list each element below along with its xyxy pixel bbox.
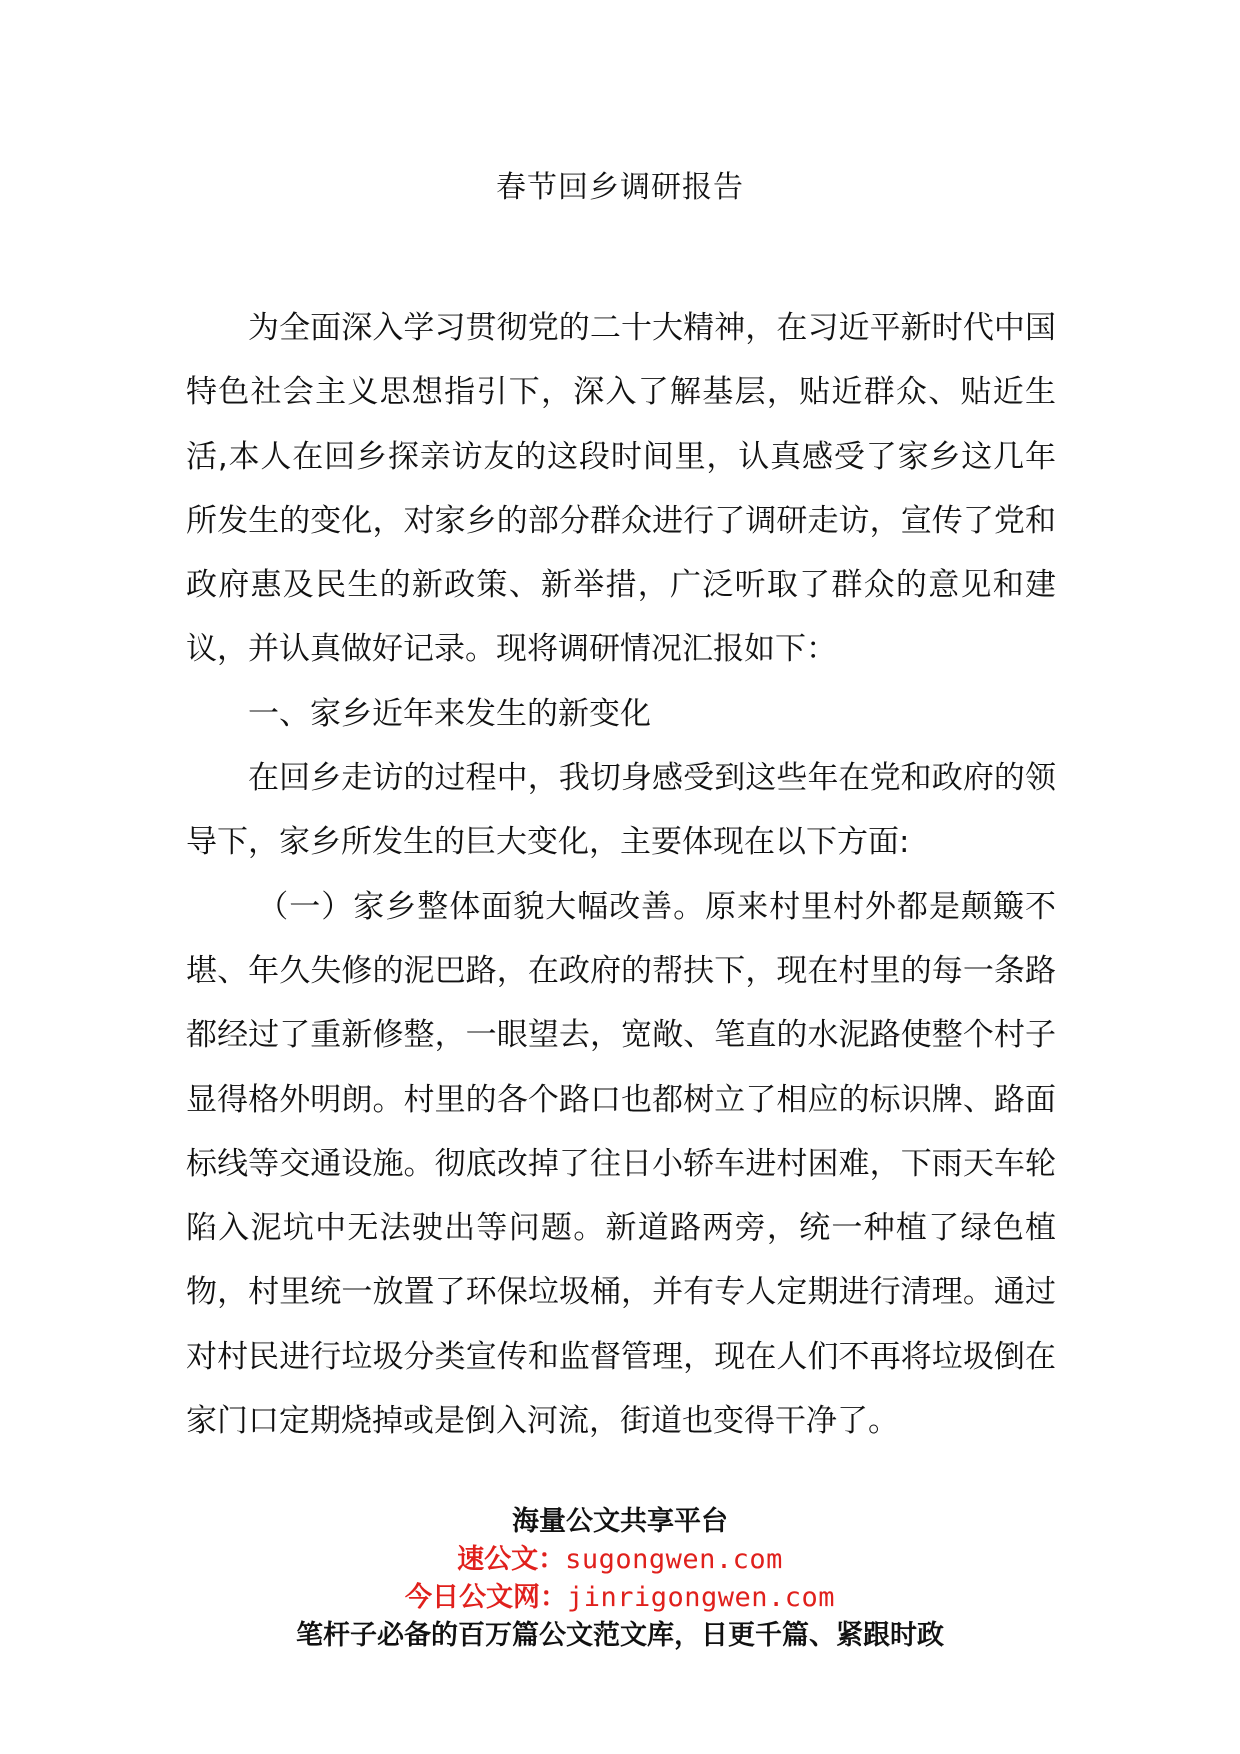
footer-site2-link[interactable]: jinrigongwen.com (566, 1582, 836, 1613)
footer-banner (0, 1503, 1240, 1655)
footer-site1-label: 速公文： (457, 1544, 566, 1575)
footer-site2 (0, 1579, 1240, 1617)
footer-slogan: 笔杆子必备的百万篇公文范文库，日更千篇、紧跟时政 (296, 1620, 944, 1651)
footer-site1 (0, 1541, 1240, 1579)
document-body (186, 296, 1056, 1453)
sub-item-paragraph: （一）家乡整体面貌大幅改善。原来村里村外都是颠簸不堪、年久失修的泥巴路，在政府的帮扶下，现在村里的每一条路都经过了重新修整，一眼望去，宽敞、笔直的水泥路使整个村子显得格外明朗。村里的各个路口也都树立了相应的标识牌、路面标线等交通设施。彻底改掉了往日小轿车进村困难，下雨天车轮陷入泥坑中无法驶出等问题。新道路两旁，统一种植了绿色植物，村里统一放置了环保垃圾桶，并有专人定期进行清理。通过对村民进行垃圾分类宣传和监督管理，现在人们不再将垃圾倒在家门口定期烧掉或是倒入河流，街道也变得干净了。 (186, 888, 1056, 1440)
section-heading: 一、家乡近年来发生的新变化 (248, 695, 651, 732)
footer-site2-label: 今日公文网： (404, 1582, 567, 1613)
section-intro-paragraph: 在回乡走访的过程中，我切身感受到这些年在党和政府的领导下，家乡所发生的巨大变化，主要体现在以下方面: (186, 760, 1056, 861)
footer-platform: 海量公文共享平台 (512, 1506, 728, 1537)
intro-paragraph: 为全面深入学习贯彻党的二十大精神，在习近平新时代中国特色社会主义思想指引下，深入了解基层，贴近群众、贴近生活,本人在回乡探亲访友的这段时间里，认真感受了家乡这几年所发生的变化，对家乡的部分群众进行了调研走访，宣传了党和政府惠及民生的新政策、新举措，广泛听取了群众的意见和建议，并认真做好记录。现将调研情况汇报如下： (186, 310, 1056, 668)
footer-site1-link[interactable]: sugongwen.com (565, 1544, 783, 1575)
document-title: 春节回乡调研报告 (496, 170, 744, 205)
